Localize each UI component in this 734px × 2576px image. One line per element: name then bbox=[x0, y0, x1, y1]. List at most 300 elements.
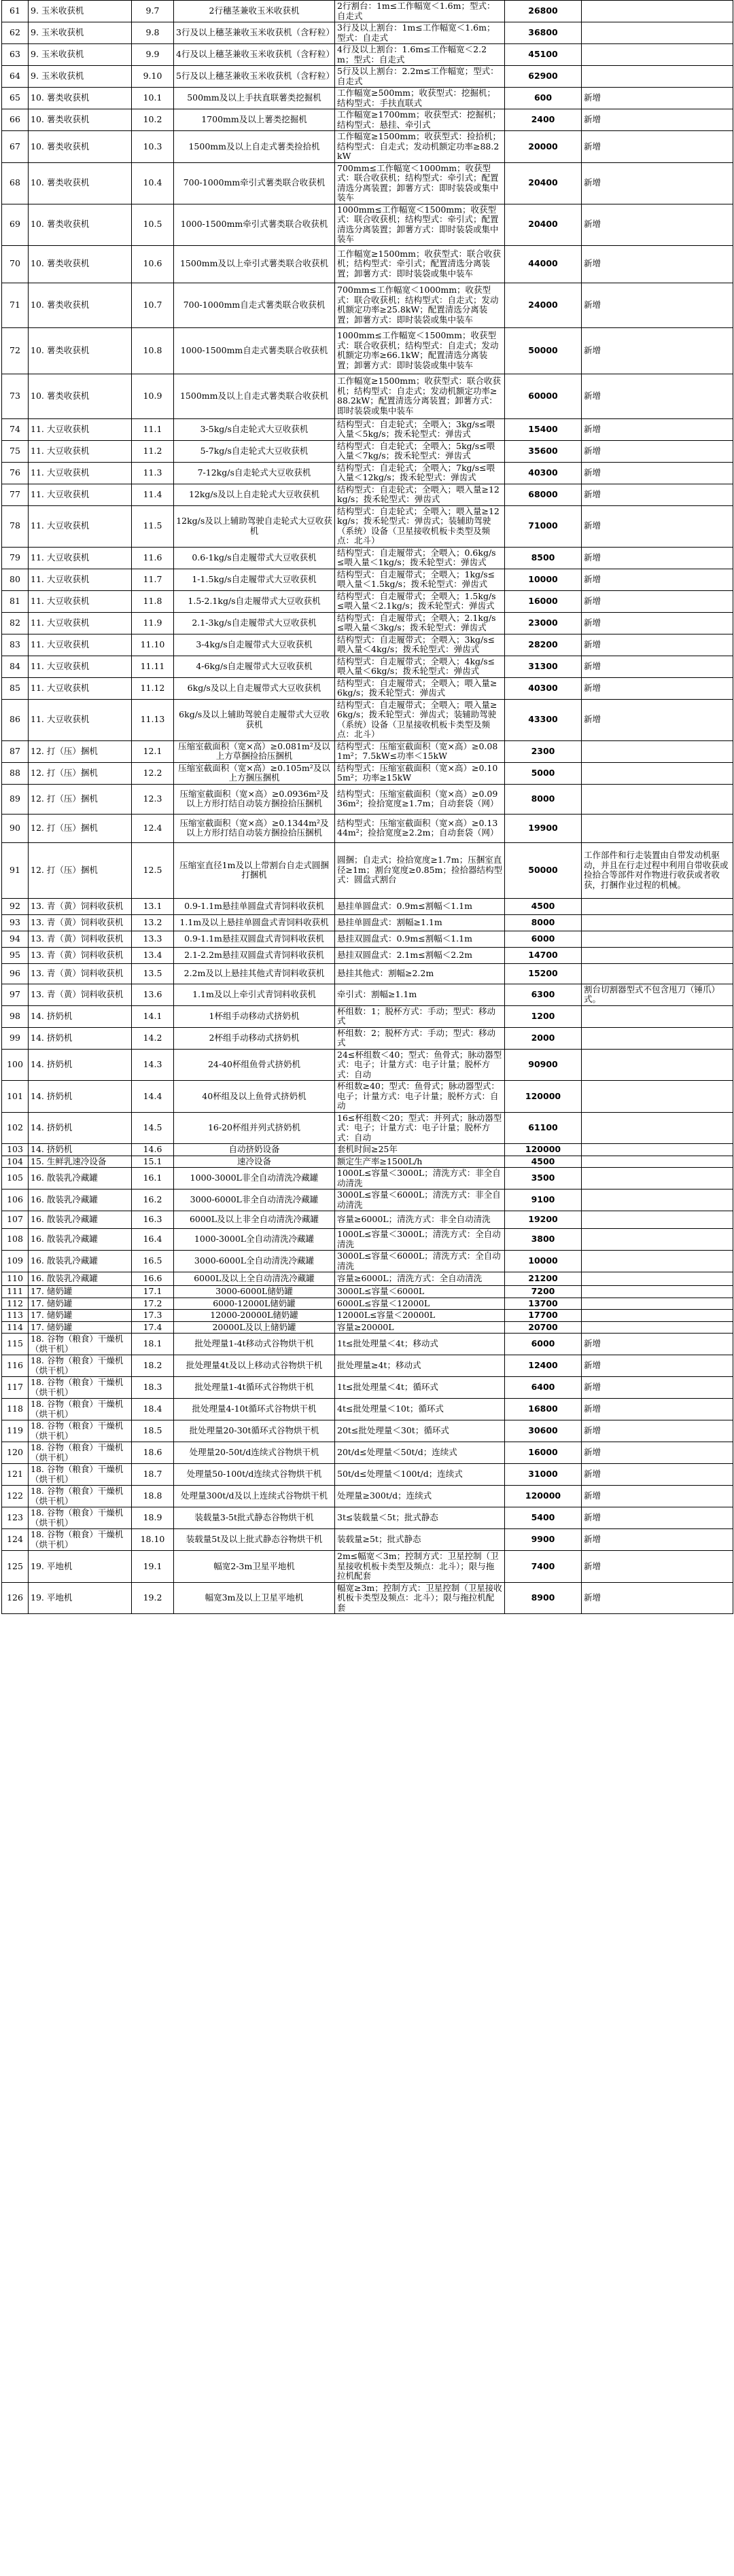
cell-price: 10000 bbox=[505, 1251, 582, 1272]
cell-note bbox=[582, 914, 733, 931]
cell-name: 24-40杯组鱼骨式挤奶机 bbox=[174, 1049, 335, 1081]
table-row bbox=[2, 204, 733, 245]
table-row bbox=[2, 612, 733, 634]
cell-cat: 11. 大豆收获机 bbox=[29, 505, 132, 547]
cell-price: 6000 bbox=[505, 931, 582, 947]
cell-name: 速冷设备 bbox=[174, 1156, 335, 1168]
cell-cat: 14. 挤奶机 bbox=[29, 1112, 132, 1144]
cell-no: 92 bbox=[2, 898, 29, 914]
cell-spec: 结构型式：自走轮式；全喂入；3kg/s≤喂入量＜5kg/s；拨禾轮型式：弹齿式 bbox=[335, 418, 505, 440]
cell-no: 121 bbox=[2, 1464, 29, 1486]
cell-spec: 容量≥20000L bbox=[335, 1321, 505, 1334]
cell-price: 40300 bbox=[505, 462, 582, 484]
cell-no: 74 bbox=[2, 418, 29, 440]
cell-name: 1500mm及以上自走式薯类捡拾机 bbox=[174, 131, 335, 163]
cell-name: 40杯组及以上鱼骨式挤奶机 bbox=[174, 1081, 335, 1113]
cell-spec: 2m≤幅宽＜3m；控制方式：卫星控制（卫星接收机板卡类型及频点：北斗）；限与拖拉机配套 bbox=[335, 1551, 505, 1583]
cell-name: 批处理量20-30t循环式谷物烘干机 bbox=[174, 1420, 335, 1442]
cell-name: 6000L及以上全自动清洗冷藏罐 bbox=[174, 1272, 335, 1286]
cell-name: 3-4kg/s自走履带式大豆收获机 bbox=[174, 634, 335, 656]
cell-price: 61100 bbox=[505, 1112, 582, 1144]
table-row bbox=[2, 1334, 733, 1355]
cell-cat: 13. 青（黄）饲料收获机 bbox=[29, 947, 132, 963]
cell-no: 125 bbox=[2, 1551, 29, 1583]
cell-no: 71 bbox=[2, 283, 29, 327]
cell-code: 16.1 bbox=[132, 1168, 174, 1189]
cell-spec: 圆捆；自走式；捡拾宽度≥1.7m；压捆室直径≥1m；割台宽度≥0.85m；捡拾器结构型式：圆盘式割台 bbox=[335, 842, 505, 898]
cell-name: 自动挤奶设备 bbox=[174, 1144, 335, 1156]
cell-name: 0.6-1kg/s自走履带式大豆收获机 bbox=[174, 547, 335, 569]
cell-spec: 5行及以上割台：2.2m≤工作幅宽；型式：自走式 bbox=[335, 66, 505, 88]
cell-note bbox=[582, 1049, 733, 1081]
cell-spec: 杯组数：2；脱杯方式：手动；型式：移动式 bbox=[335, 1027, 505, 1049]
table-row bbox=[2, 784, 733, 814]
cell-code: 10.4 bbox=[132, 162, 174, 204]
cell-spec: 3000L≤容量＜6000L；清洗方式：非全自动清洗 bbox=[335, 1189, 505, 1211]
cell-no: 108 bbox=[2, 1229, 29, 1251]
cell-price: 15400 bbox=[505, 418, 582, 440]
cell-code: 18.8 bbox=[132, 1486, 174, 1507]
cell-spec: 20t≤批处理量＜30t；循环式 bbox=[335, 1420, 505, 1442]
cell-price: 8900 bbox=[505, 1582, 582, 1614]
cell-spec: 处理量≥300t/d；连续式 bbox=[335, 1486, 505, 1507]
cell-name: 3000-6000L储奶罐 bbox=[174, 1286, 335, 1298]
cell-name: 压缩室截面积（宽×高）≥0.081m²及以上方草捆捡拾压捆机 bbox=[174, 740, 335, 762]
cell-code: 16.5 bbox=[132, 1251, 174, 1272]
cell-code: 11.9 bbox=[132, 612, 174, 634]
cell-note: 新增 bbox=[582, 484, 733, 505]
table-row bbox=[2, 1189, 733, 1211]
cell-spec: 工作幅宽≥1500mm；收获型式：联合收获机；结构型式：自走式；发动机额定功率≥88.2kW；配置清选分离装置；卸薯方式：即时装袋或集中装车 bbox=[335, 374, 505, 418]
cell-code: 14.3 bbox=[132, 1049, 174, 1081]
table-row bbox=[2, 88, 733, 109]
cell-spec: 1t≤批处理量＜4t；循环式 bbox=[335, 1377, 505, 1399]
cell-price: 16000 bbox=[505, 590, 582, 612]
cell-cat: 14. 挤奶机 bbox=[29, 1027, 132, 1049]
cell-code: 18.7 bbox=[132, 1464, 174, 1486]
cell-cat: 16. 散装乳冷藏罐 bbox=[29, 1272, 132, 1286]
cell-note bbox=[582, 1310, 733, 1322]
cell-price: 35600 bbox=[505, 440, 582, 462]
cell-spec: 容量≥6000L；清洗方式：全自动清洗 bbox=[335, 1272, 505, 1286]
cell-code: 13.4 bbox=[132, 947, 174, 963]
cell-name: 1000-3000L非全自动清洗冷藏罐 bbox=[174, 1168, 335, 1189]
cell-price: 3800 bbox=[505, 1229, 582, 1251]
cell-cat: 13. 青（黄）饲料收获机 bbox=[29, 914, 132, 931]
cell-spec: 容量≥6000L；清洗方式：非全自动清洗 bbox=[335, 1211, 505, 1229]
cell-spec: 结构型式：压缩室截面积（宽×高）≥0.105m²；功率≥15kW bbox=[335, 762, 505, 784]
cell-note: 新增 bbox=[582, 327, 733, 374]
cell-spec: 结构型式：压缩室截面积（宽×高）≥0.0936m²；捡拾宽度≥1.7m；自动套袋（网） bbox=[335, 784, 505, 814]
cell-price: 21200 bbox=[505, 1272, 582, 1286]
table-row bbox=[2, 1529, 733, 1551]
table-row bbox=[2, 131, 733, 163]
cell-cat: 11. 大豆收获机 bbox=[29, 484, 132, 505]
cell-name: 批处理量4t及以上移动式谷物烘干机 bbox=[174, 1355, 335, 1377]
table-row bbox=[2, 1310, 733, 1322]
cell-price: 6300 bbox=[505, 984, 582, 1005]
cell-code: 17.3 bbox=[132, 1310, 174, 1322]
cell-cat: 11. 大豆收获机 bbox=[29, 418, 132, 440]
cell-name: 1-1.5kg/s自走履带式大豆收获机 bbox=[174, 569, 335, 590]
cell-spec: 2行割台：1m≤工作幅宽＜1.6m；型式：自走式 bbox=[335, 1, 505, 22]
cell-name: 4-6kg/s自走履带式大豆收获机 bbox=[174, 656, 335, 677]
cell-cat: 13. 青（黄）饲料收获机 bbox=[29, 931, 132, 947]
cell-price: 8000 bbox=[505, 914, 582, 931]
cell-code: 11.8 bbox=[132, 590, 174, 612]
cell-code: 9.9 bbox=[132, 44, 174, 66]
cell-spec: 12000L≤容量＜20000L bbox=[335, 1310, 505, 1322]
cell-name: 处理量20-50t/d连续式谷物烘干机 bbox=[174, 1442, 335, 1464]
cell-name: 3000-6000L非全自动清洗冷藏罐 bbox=[174, 1189, 335, 1211]
cell-note bbox=[582, 1168, 733, 1189]
cell-cat: 13. 青（黄）饲料收获机 bbox=[29, 984, 132, 1005]
table-row bbox=[2, 1377, 733, 1399]
cell-cat: 15. 生鲜乳速冷设备 bbox=[29, 1156, 132, 1168]
cell-cat: 9. 玉米收获机 bbox=[29, 1, 132, 22]
cell-name: 1.1m及以上悬挂单圆盘式青饲料收获机 bbox=[174, 914, 335, 931]
cell-name: 3-5kg/s自走轮式大豆收获机 bbox=[174, 418, 335, 440]
cell-name: 1000-3000L全自动清洗冷藏罐 bbox=[174, 1229, 335, 1251]
table-row bbox=[2, 963, 733, 984]
cell-price: 15200 bbox=[505, 963, 582, 984]
cell-cat: 10. 薯类收获机 bbox=[29, 131, 132, 163]
cell-cat: 18. 谷物（粮食）干燥机（烘干机） bbox=[29, 1420, 132, 1442]
cell-code: 10.6 bbox=[132, 245, 174, 283]
cell-cat: 18. 谷物（粮食）干燥机（烘干机） bbox=[29, 1399, 132, 1420]
cell-code: 17.1 bbox=[132, 1286, 174, 1298]
cell-price: 12400 bbox=[505, 1355, 582, 1377]
cell-price: 10000 bbox=[505, 569, 582, 590]
cell-spec: 1t≤批处理量＜4t；移动式 bbox=[335, 1334, 505, 1355]
cell-name: 1杯组手动移动式挤奶机 bbox=[174, 1005, 335, 1027]
cell-no: 61 bbox=[2, 1, 29, 22]
cell-no: 85 bbox=[2, 677, 29, 699]
cell-code: 18.1 bbox=[132, 1334, 174, 1355]
cell-spec: 结构型式：自走履带式；全喂入；1kg/s≤喂入量＜1.5kg/s；拨禾轮型式：弹齿式 bbox=[335, 569, 505, 590]
cell-spec: 3000L≤容量＜6000L bbox=[335, 1286, 505, 1298]
cell-note: 新增 bbox=[582, 612, 733, 634]
cell-cat: 14. 挤奶机 bbox=[29, 1144, 132, 1156]
cell-cat: 9. 玉米收获机 bbox=[29, 22, 132, 44]
cell-note bbox=[582, 66, 733, 88]
cell-price: 43300 bbox=[505, 699, 582, 740]
cell-note bbox=[582, 1189, 733, 1211]
cell-cat: 16. 散装乳冷藏罐 bbox=[29, 1189, 132, 1211]
cell-cat: 10. 薯类收获机 bbox=[29, 109, 132, 131]
table-row bbox=[2, 984, 733, 1005]
table-row bbox=[2, 1321, 733, 1334]
cell-cat: 11. 大豆收获机 bbox=[29, 612, 132, 634]
cell-no: 97 bbox=[2, 984, 29, 1005]
table-row bbox=[2, 1420, 733, 1442]
cell-no: 123 bbox=[2, 1507, 29, 1529]
table-row bbox=[2, 1049, 733, 1081]
cell-note bbox=[582, 1211, 733, 1229]
cell-cat: 12. 打（压）捆机 bbox=[29, 740, 132, 762]
cell-price: 31300 bbox=[505, 656, 582, 677]
cell-name: 12000-20000L储奶罐 bbox=[174, 1310, 335, 1322]
cell-cat: 18. 谷物（粮食）干燥机（烘干机） bbox=[29, 1355, 132, 1377]
cell-name: 12kg/s及以上辅助驾驶自走轮式大豆收获机 bbox=[174, 505, 335, 547]
cell-spec: 工作幅宽≥500mm；收获型式：挖掘机；结构型式：手扶直联式 bbox=[335, 88, 505, 109]
cell-price: 3500 bbox=[505, 1168, 582, 1189]
table-row bbox=[2, 283, 733, 327]
cell-note: 新增 bbox=[582, 699, 733, 740]
cell-no: 86 bbox=[2, 699, 29, 740]
table-row bbox=[2, 740, 733, 762]
cell-note bbox=[582, 1321, 733, 1334]
cell-cat: 11. 大豆收获机 bbox=[29, 590, 132, 612]
table-row bbox=[2, 1582, 733, 1614]
cell-spec: 结构型式：自走轮式；全喂入；喂入量≥12kg/s；拨禾轮型式：弹齿式；装辅助驾驶（系统）设备（卫星接收机板卡类型及频点：北斗） bbox=[335, 505, 505, 547]
cell-name: 12kg/s及以上自走轮式大豆收获机 bbox=[174, 484, 335, 505]
cell-note: 新增 bbox=[582, 204, 733, 245]
cell-no: 114 bbox=[2, 1321, 29, 1334]
cell-code: 9.8 bbox=[132, 22, 174, 44]
cell-no: 64 bbox=[2, 66, 29, 88]
cell-spec: 杯组数：1；脱杯方式：手动；型式：移动式 bbox=[335, 1005, 505, 1027]
cell-name: 装载量5t及以上批式静态谷物烘干机 bbox=[174, 1529, 335, 1551]
cell-no: 70 bbox=[2, 245, 29, 283]
table-row bbox=[2, 327, 733, 374]
cell-name: 1700mm及以上薯类挖掘机 bbox=[174, 109, 335, 131]
cell-cat: 17. 储奶罐 bbox=[29, 1310, 132, 1322]
cell-code: 18.4 bbox=[132, 1399, 174, 1420]
cell-price: 20000 bbox=[505, 131, 582, 163]
table-row bbox=[2, 245, 733, 283]
cell-name: 16-20杯组并列式挤奶机 bbox=[174, 1112, 335, 1144]
cell-price: 9100 bbox=[505, 1189, 582, 1211]
cell-price: 7400 bbox=[505, 1551, 582, 1583]
cell-name: 1.5-2.1kg/s自走履带式大豆收获机 bbox=[174, 590, 335, 612]
cell-code: 18.10 bbox=[132, 1529, 174, 1551]
cell-price: 600 bbox=[505, 88, 582, 109]
cell-price: 19900 bbox=[505, 814, 582, 842]
cell-spec: 悬挂双圆盘式：2.1m≤割幅＜2.2m bbox=[335, 947, 505, 963]
cell-code: 11.10 bbox=[132, 634, 174, 656]
cell-price: 20400 bbox=[505, 162, 582, 204]
cell-no: 112 bbox=[2, 1298, 29, 1310]
cell-name: 处理量300t/d及以上连续式谷物烘干机 bbox=[174, 1486, 335, 1507]
cell-spec: 结构型式：自走履带式；全喂入；0.6kg/s≤喂入量＜1kg/s；拨禾轮型式：弹齿式 bbox=[335, 547, 505, 569]
table-row bbox=[2, 814, 733, 842]
cell-price: 2400 bbox=[505, 109, 582, 131]
cell-no: 113 bbox=[2, 1310, 29, 1322]
cell-spec: 3行及以上割台：1m≤工作幅宽＜1.6m；型式：自走式 bbox=[335, 22, 505, 44]
table-row bbox=[2, 1081, 733, 1113]
cell-no: 93 bbox=[2, 914, 29, 931]
cell-note bbox=[582, 1, 733, 22]
cell-no: 83 bbox=[2, 634, 29, 656]
cell-price: 1200 bbox=[505, 1005, 582, 1027]
cell-no: 88 bbox=[2, 762, 29, 784]
cell-cat: 18. 谷物（粮食）干燥机（烘干机） bbox=[29, 1377, 132, 1399]
cell-note: 新增 bbox=[582, 1399, 733, 1420]
table-row bbox=[2, 1027, 733, 1049]
cell-no: 98 bbox=[2, 1005, 29, 1027]
cell-no: 109 bbox=[2, 1251, 29, 1272]
cell-note: 新增 bbox=[582, 374, 733, 418]
table-row bbox=[2, 1005, 733, 1027]
table-row bbox=[2, 1251, 733, 1272]
table-row bbox=[2, 109, 733, 131]
cell-cat: 17. 储奶罐 bbox=[29, 1286, 132, 1298]
cell-code: 12.2 bbox=[132, 762, 174, 784]
cell-name: 700-1000mm牵引式薯类联合收获机 bbox=[174, 162, 335, 204]
cell-no: 69 bbox=[2, 204, 29, 245]
cell-code: 11.11 bbox=[132, 656, 174, 677]
cell-spec: 结构型式：自走履带式；全喂入；2.1kg/s≤喂入量＜3kg/s；拨禾轮型式：弹齿式 bbox=[335, 612, 505, 634]
cell-spec: 结构型式：压缩室截面积（宽×高）≥0.081m²；7.5kW≤功率＜15kW bbox=[335, 740, 505, 762]
cell-code: 17.4 bbox=[132, 1321, 174, 1334]
cell-no: 75 bbox=[2, 440, 29, 462]
cell-price: 26800 bbox=[505, 1, 582, 22]
cell-code: 11.2 bbox=[132, 440, 174, 462]
cell-code: 19.2 bbox=[132, 1582, 174, 1614]
cell-price: 6400 bbox=[505, 1377, 582, 1399]
cell-note bbox=[582, 1251, 733, 1272]
cell-name: 2杯组手动移动式挤奶机 bbox=[174, 1027, 335, 1049]
cell-code: 11.5 bbox=[132, 505, 174, 547]
cell-spec: 工作幅宽≥1500mm；收获型式：捡拾机；结构型式：自走式；发动机额定功率≥88.2kW bbox=[335, 131, 505, 163]
cell-spec: 结构型式：自走履带式；全喂入；1.5kg/s≤喂入量＜2.1kg/s；拨禾轮型式：弹齿式 bbox=[335, 590, 505, 612]
cell-price: 120000 bbox=[505, 1144, 582, 1156]
cell-spec: 1000L≤容量＜3000L；清洗方式：非全自动清洗 bbox=[335, 1168, 505, 1189]
cell-code: 12.5 bbox=[132, 842, 174, 898]
cell-no: 66 bbox=[2, 109, 29, 131]
cell-spec: 1000mm≤工作幅宽＜1500mm；收获型式：联合收获机；结构型式：自走式；发动机额定功率≥66.1kW；配置清选分离装置；卸薯方式：即时装袋或集中装车 bbox=[335, 327, 505, 374]
cell-no: 73 bbox=[2, 374, 29, 418]
cell-note: 工作部件和行走装置由自带发动机驱动，并且在行走过程中利用自带收获或捡拾合等部件对作物进行收获或者收获，打捆作业过程的机械。 bbox=[582, 842, 733, 898]
cell-cat: 16. 散装乳冷藏罐 bbox=[29, 1229, 132, 1251]
table-row bbox=[2, 1551, 733, 1583]
cell-note: 新增 bbox=[582, 283, 733, 327]
cell-name: 1500mm及以上牵引式薯类联合收获机 bbox=[174, 245, 335, 283]
cell-name: 6kg/s及以上辅助驾驶自走履带式大豆收获机 bbox=[174, 699, 335, 740]
table-row bbox=[2, 1112, 733, 1144]
cell-no: 63 bbox=[2, 44, 29, 66]
table-row bbox=[2, 590, 733, 612]
cell-name: 5行及以上穗茎兼收玉米收获机（含籽粒） bbox=[174, 66, 335, 88]
table-row bbox=[2, 374, 733, 418]
cell-name: 压缩室直径1m及以上带割台自走式圆捆打捆机 bbox=[174, 842, 335, 898]
table-row bbox=[2, 931, 733, 947]
table-row bbox=[2, 656, 733, 677]
cell-note bbox=[582, 898, 733, 914]
cell-name: 压缩室截面积（宽×高）≥0.105m²及以上方捆压捆机 bbox=[174, 762, 335, 784]
cell-cat: 14. 挤奶机 bbox=[29, 1081, 132, 1113]
cell-price: 5400 bbox=[505, 1507, 582, 1529]
cell-price: 90900 bbox=[505, 1049, 582, 1081]
cell-code: 18.6 bbox=[132, 1442, 174, 1464]
cell-price: 28200 bbox=[505, 634, 582, 656]
cell-no: 65 bbox=[2, 88, 29, 109]
cell-cat: 16. 散装乳冷藏罐 bbox=[29, 1168, 132, 1189]
cell-no: 68 bbox=[2, 162, 29, 204]
cell-price: 4500 bbox=[505, 898, 582, 914]
cell-note bbox=[582, 947, 733, 963]
cell-spec: 结构型式：自走履带式；全喂入；喂入量≥6kg/s；拨禾轮型式：弹齿式；装辅助驾驶（系统）设备（卫星接收机板卡类型及频点：北斗） bbox=[335, 699, 505, 740]
cell-name: 装载量3-5t批式静态谷物烘干机 bbox=[174, 1507, 335, 1529]
cell-note bbox=[582, 1027, 733, 1049]
cell-code: 18.3 bbox=[132, 1377, 174, 1399]
cell-name: 500mm及以上手扶直联薯类挖掘机 bbox=[174, 88, 335, 109]
cell-note bbox=[582, 740, 733, 762]
table-row bbox=[2, 484, 733, 505]
cell-no: 87 bbox=[2, 740, 29, 762]
cell-no: 124 bbox=[2, 1529, 29, 1551]
table-row bbox=[2, 1442, 733, 1464]
cell-spec: 16≤杯组数＜20；型式：并列式；脉动器型式：电子；计量方式：电子计量；脱杯方式：自动 bbox=[335, 1112, 505, 1144]
cell-name: 1.1m及以上牵引式青饲料收获机 bbox=[174, 984, 335, 1005]
cell-code: 9.10 bbox=[132, 66, 174, 88]
cell-code: 10.3 bbox=[132, 131, 174, 163]
cell-code: 17.2 bbox=[132, 1298, 174, 1310]
cell-code: 18.2 bbox=[132, 1355, 174, 1377]
cell-name: 1500mm及以上自走式薯类联合收获机 bbox=[174, 374, 335, 418]
cell-note bbox=[582, 44, 733, 66]
cell-code: 18.9 bbox=[132, 1507, 174, 1529]
cell-cat: 10. 薯类收获机 bbox=[29, 162, 132, 204]
cell-price: 2000 bbox=[505, 1027, 582, 1049]
cell-code: 19.1 bbox=[132, 1551, 174, 1583]
cell-name: 压缩室截面积（宽×高）≥0.1344m²及以上方形打结自动装方捆捡拾压捆机 bbox=[174, 814, 335, 842]
cell-note: 新增 bbox=[582, 1507, 733, 1529]
cell-cat: 14. 挤奶机 bbox=[29, 1005, 132, 1027]
cell-note: 新增 bbox=[582, 1334, 733, 1355]
cell-no: 103 bbox=[2, 1144, 29, 1156]
table-row bbox=[2, 1168, 733, 1189]
cell-code: 11.3 bbox=[132, 462, 174, 484]
table-row bbox=[2, 762, 733, 784]
cell-spec: 结构型式：自走履带式；全喂入；4kg/s≤喂入量＜6kg/s；拨禾轮型式：弹齿式 bbox=[335, 656, 505, 677]
cell-name: 7-12kg/s自走轮式大豆收获机 bbox=[174, 462, 335, 484]
cell-spec: 700mm≤工作幅宽＜1000mm；收获型式：联合收获机；结构型式：牵引式；配置清选分离装置；卸薯方式：即时装袋或集中装车 bbox=[335, 162, 505, 204]
cell-note: 新增 bbox=[582, 462, 733, 484]
cell-spec: 工作幅宽≥1500mm；收获型式：联合收获机；结构型式：牵引式；配置清选分离装置；卸薯方式：即时装袋或集中装车 bbox=[335, 245, 505, 283]
cell-price: 4500 bbox=[505, 1156, 582, 1168]
cell-note: 新增 bbox=[582, 88, 733, 109]
cell-spec: 幅宽≥3m；控制方式：卫星控制（卫星接收机板卡类型及频点：北斗）；限与拖拉机配套 bbox=[335, 1582, 505, 1614]
cell-code: 9.7 bbox=[132, 1, 174, 22]
table-row bbox=[2, 66, 733, 88]
cell-no: 115 bbox=[2, 1334, 29, 1355]
cell-note: 新增 bbox=[582, 440, 733, 462]
cell-note bbox=[582, 814, 733, 842]
cell-price: 9900 bbox=[505, 1529, 582, 1551]
cell-no: 110 bbox=[2, 1272, 29, 1286]
cell-code: 12.1 bbox=[132, 740, 174, 762]
table-row bbox=[2, 699, 733, 740]
cell-note: 新增 bbox=[582, 547, 733, 569]
cell-no: 101 bbox=[2, 1081, 29, 1113]
cell-price: 2300 bbox=[505, 740, 582, 762]
table-row bbox=[2, 1272, 733, 1286]
cell-cat: 19. 平地机 bbox=[29, 1551, 132, 1583]
cell-spec: 额定生产率≥1500L/h bbox=[335, 1156, 505, 1168]
table-row bbox=[2, 842, 733, 898]
cell-cat: 13. 青（黄）饲料收获机 bbox=[29, 898, 132, 914]
cell-name: 5-7kg/s自走轮式大豆收获机 bbox=[174, 440, 335, 462]
cell-code: 12.4 bbox=[132, 814, 174, 842]
cell-price: 24000 bbox=[505, 283, 582, 327]
cell-note: 新增 bbox=[582, 131, 733, 163]
cell-name: 批处理量1-4t移动式谷物烘干机 bbox=[174, 1334, 335, 1355]
cell-note bbox=[582, 1229, 733, 1251]
cell-price: 30600 bbox=[505, 1420, 582, 1442]
cell-spec: 套机时间≥25年 bbox=[335, 1144, 505, 1156]
